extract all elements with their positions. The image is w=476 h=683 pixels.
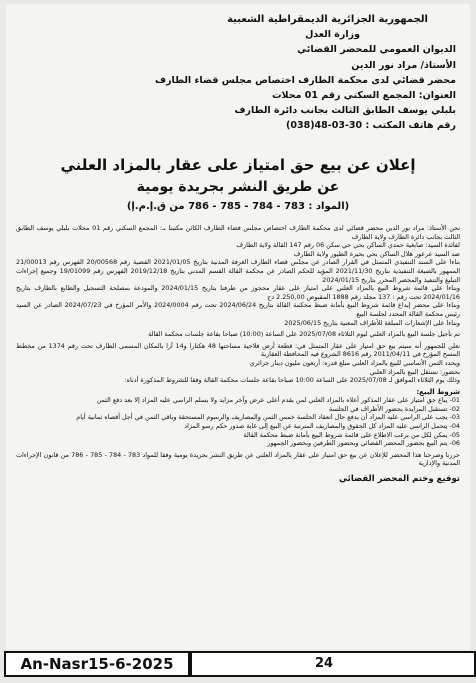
paragraph: بناءا على السند التنفيذي المتمثل في القرار الصادر عن مجلس قضاء الطارف الغرفة المدنية بتاريخ 2021/01/05 القضية رقم 20/00568 الفهرس رقم 21/00013 الممهور بالصيغة التنفيذية بتاريخ 2021/11/30 المؤيد للحكم الصادر عن محكمة القالة القسم المدني بتاريخ 2019/12/18 الفهرس رقم 19/01099 وجميع إجراءات التبليغ والتنفيذ والمحضر المحرر بتاريخ 2024/01/15	[16, 258, 460, 284]
condition-item: 01- يباع حق امتياز على عقار المذكور أعلاه بالمزاد العلني لمن يقدم أعلى عرض وآخر مزايد ولا يسلم الراسي عليه المزاد إلا بعد دفع الثمن	[96, 396, 460, 405]
page-footer	[4, 651, 472, 677]
letterhead	[16, 12, 456, 134]
condition-item: 06- يتم البيع بحضور المحضر القضائي وبحضور الطرفين وبحضور الجمهور	[267, 439, 460, 448]
condition-item: 03- يجب على الراسي عليه المزاد أن يدفع حال انعقاد الجلسة خمس الثمن والمصاريف والرسوم المستحقة وباقي الثمن في أجل أقصاه ثمانية أيام	[76, 413, 460, 422]
paragraph: بحضور: نستقل البيع بالمزاد العلني	[369, 367, 460, 376]
address-line-2: بلبلي يوسف الطابق الثالث بجانب دائرة الطارف	[234, 105, 456, 117]
office-line: الديوان العمومي للمحضر القضائي	[297, 44, 456, 56]
main-title: إعلان عن بيع حق امتياز على عقار بالمزاد العلني	[60, 156, 416, 174]
paragraph: وذلك يوم الثلاثاء الموافق لـ 2025/07/08 على الساعة 10:00 صباحا بقاعة جلسات محكمة القالة وفقا للشروط المذكورة أدناه:	[124, 376, 460, 385]
signature-line: توقيع وختم المحضر القضائي	[339, 474, 460, 485]
paragraph: لفائدة السيد: صابغية حمدي الساكن بحي حي سكن 06 رقم 147 القالة ولاية الطارف	[236, 241, 460, 250]
conditions-title: شروط البيع:	[416, 387, 460, 396]
phone-line: رقم هاتف المكتب : 30-03-48(038)	[286, 120, 456, 132]
condition-item: 02- تستقبل المزايدة بحضور الأطراف في الجلسة	[329, 404, 460, 413]
articles-reference: (المواد : 783 - 784 - 785 - 786 من ق.إ.م.إ)	[126, 201, 350, 212]
page-number-box	[190, 651, 476, 677]
jurisdiction-line: محضر قضائي لدى محكمة الطارف اختصاص مجلس قضاء الطارف	[155, 74, 456, 86]
sub-title: عن طريق النشر بجريدة يومية	[136, 179, 340, 195]
paragraph: نحن الأستاذ: مراد نور الدين محضر قضائي لدى محكمة الطارف اختصاص مجلس قضاء الطارف الكائن مكتبنا بـ: المجمع السكني رقم 01 محلات بلبلي يوسف الطابق الثالث بجانب دائرة الطارف ولاية الطارف	[16, 224, 460, 241]
closing-paragraph: حررنا وصرحنا هذا المحضر للإعلان عن بيع حق امتياز على عقار بالمزاد العلني عن طريق النشر بجريدة يومية وفقا للمواد 783 - 784 - 785 - 786 من قانون الإجراءات المدنية والإدارية	[16, 450, 460, 468]
paragraph: ويحدد الثمن الأساسي للبيع بالمزاد العلني مبلغ قدره: أربعون مليون دينار جزائري	[249, 358, 460, 367]
ministry-line: وزارة العدل	[305, 29, 360, 41]
bailiff-name: الأستاذ/ مراد نور الدين	[351, 59, 456, 71]
paragraph: نعلن للجمهور أنه سيتم بيع حق امتياز على عقار المتمثل في: قطعة أرض فلاحية مساحتها 48 هكتارا و14 آرا بالمكان المسمى الطارف تحت رقم 1374 من مخطط المسح المؤرخ في 2011/04/11 رقم 8616 الشروع فيه المحافظة العقارية	[16, 341, 460, 359]
newspaper-date: An-Nasr15-6-2025	[4, 651, 190, 677]
paragraph: وبناءا على الإشعارات المبلغة للأطراف المعنية بتاريخ 2025/06/15	[284, 318, 460, 327]
announcement-page	[6, 4, 470, 650]
republic-line: الجمهورية الجزائرية الديمقراطية الشعبية	[227, 14, 428, 25]
paragraph: ضد السيد عرعور هلال الساكن بحي بحيرة الطيور ولاية الطارف	[293, 249, 460, 258]
announcement-body	[16, 224, 460, 644]
paragraph: وبناءا على قائمة شروط البيع بالمزاد العلني على امتياز على عقار محجوز من طرفنا بتاريخ 2024/01/15 والمودعة بمصلحة التسجيل والطابع بالطارف بتاريخ 2024/01/16 تحت رقم : 137 مجلد رقم 1888 المقبوض 2.250,00 دج	[16, 284, 460, 301]
page-number: 24	[315, 656, 334, 671]
condition-item: 04- يتحمل الراسي عليه المزاد كل الحقوق والمصاريف المترتبة عن البيع إلى غاية صدور حكم رسو المزاد	[184, 422, 460, 431]
paragraph: وبناءا على محضر إيداع قائمة شروط البيع بأمانة ضبط محكمة القالة بتاريخ 2024/06/24 تحت رقم 2024/0004 والأمر المؤرخ في 2024/07/23 الصادر عن السيد رئيس محكمة القالة المحدد لجلسة البيع	[16, 301, 460, 318]
address-line: العنوان: المجمع السكني رقم 01 محلات	[272, 90, 456, 102]
paragraph: تم تأجيل جلسة البيع بالمزاد العلني ليوم الثلاثاء 2025/07/08 على الساعة (10:00) صباحا بقاعة جلسات محكمة القالة	[148, 330, 460, 339]
condition-item: 05- يمكن لكل من يرغب الاطلاع على قائمة شروط البيع بأمانة ضبط محكمة القالة	[243, 430, 460, 439]
